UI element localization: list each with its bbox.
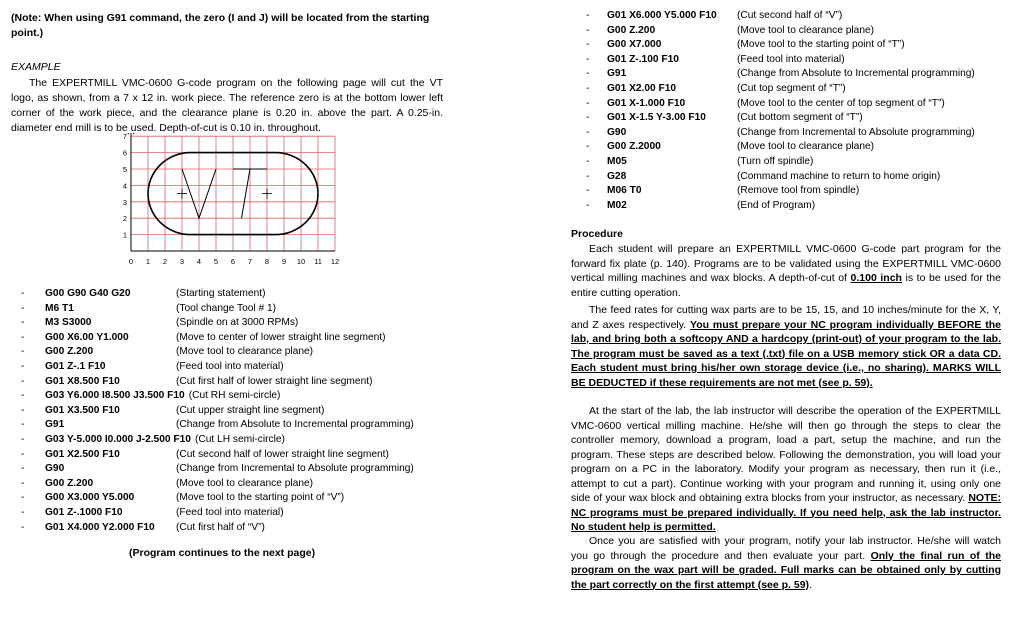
program-line	[571, 53, 1021, 68]
list-dash: -	[21, 331, 25, 343]
gcode-command: G90	[45, 463, 65, 475]
gcode-command: G00 Z.2000	[607, 141, 661, 153]
para2-text: The feed rates for cutting wax parts are to be 15, 15, and 10 inches/minute for the X, Y, and Z axes respectively.	[571, 304, 1001, 331]
list-dash: -	[586, 10, 590, 21]
program-line	[11, 418, 461, 433]
y-tick-label: 7	[122, 133, 127, 142]
gcode-command: G01 X4.000 Y2.000 F10	[45, 521, 155, 533]
gcode-comment: (Move to center of lower straight line segment)	[176, 331, 386, 343]
y-tick-label: 6	[122, 148, 127, 158]
gcode-comment: (Cut top segment of “T”)	[737, 82, 846, 94]
program-line	[11, 506, 461, 521]
gcode-comment: (End of Program)	[737, 199, 816, 211]
list-dash: -	[586, 126, 590, 138]
list-dash: -	[586, 199, 590, 211]
list-dash: -	[21, 375, 25, 387]
gcode-comment: (Starting statement)	[176, 288, 266, 299]
gcode-comment: (Cut bottom segment of “T”)	[737, 112, 863, 124]
y-tick-label: 5	[122, 165, 127, 174]
list-dash: -	[21, 433, 25, 445]
gcode-command: G01 Z-.1000 F10	[45, 506, 123, 518]
x-tick-label: 9	[281, 257, 287, 266]
list-dash: -	[586, 68, 590, 80]
gcode-command: M06 T0	[607, 185, 642, 197]
x-tick-label: 12	[330, 257, 339, 266]
list-dash: -	[586, 185, 590, 197]
gcode-comment: (Cut RH semi-circle)	[188, 390, 281, 402]
list-dash: -	[21, 448, 25, 460]
list-dash: -	[21, 506, 25, 518]
gcode-command: M3 S3000	[45, 317, 92, 329]
list-dash: -	[21, 521, 25, 533]
gcode-command: G91	[607, 68, 627, 80]
list-dash: -	[21, 288, 25, 299]
gcode-command: G90	[607, 126, 627, 138]
list-dash: -	[586, 170, 590, 182]
program-line	[571, 155, 1021, 170]
list-dash: -	[21, 492, 25, 504]
gcode-comment: (Move tool to the starting point of “T”)	[737, 39, 905, 51]
x-tick-label: 2	[162, 257, 168, 266]
y-tick-label: 2	[122, 214, 127, 224]
gcode-comment: (Change from Absolute to Incremental programming)	[176, 419, 414, 431]
gcode-comment: (Move tool to the starting point of “V”)	[176, 492, 345, 504]
program-line	[571, 170, 1021, 185]
gcode-command: G01 X2.00 F10	[607, 82, 677, 94]
x-tick-label: 11	[314, 257, 322, 266]
letter-t-stem	[242, 169, 251, 218]
list-dash: -	[586, 24, 590, 36]
gcode-command: G91	[45, 419, 65, 431]
gcode-comment: (Spindle on at 3000 RPMs)	[176, 317, 299, 329]
gcode-comment: (Tool change Tool # 1)	[176, 302, 277, 314]
program-line	[571, 24, 1021, 39]
gcode-comment: (Cut first half of “V”)	[176, 521, 265, 533]
program-line	[571, 184, 1021, 199]
procedure-paragraph-3	[571, 404, 1001, 535]
gcode-comment: (Cut first half of lower straight line segment)	[176, 375, 373, 387]
program-line	[11, 404, 461, 419]
x-tick-label: 3	[179, 257, 185, 266]
program-line	[11, 521, 461, 536]
program-line	[571, 126, 1021, 141]
gcode-command: G01 X3.500 F10	[45, 404, 120, 416]
x-tick-label: 7	[247, 257, 253, 266]
gcode-comment: (Move tool to the center of top segment of “T”)	[737, 97, 945, 109]
gcode-command: G00 Z.200	[45, 477, 94, 489]
gcode-comment: (Move tool to clearance plane)	[176, 477, 314, 489]
list-dash: -	[21, 346, 25, 358]
gcode-comment: (Feed tool into material)	[176, 506, 284, 518]
gcode-command: G03 Y-5.000 I0.000 J-2.500 F10	[45, 433, 191, 445]
gcode-command: M6 T1	[45, 302, 74, 314]
program-listing-part1	[11, 287, 461, 535]
x-tick-label: 0	[128, 257, 134, 266]
vt-logo-grid-figure	[114, 133, 339, 273]
program-line	[11, 375, 461, 390]
list-dash: -	[586, 97, 590, 109]
gcode-command: M02	[607, 199, 627, 211]
list-dash: -	[21, 317, 25, 329]
y-tick-label: 4	[122, 181, 127, 191]
list-dash: -	[21, 390, 25, 402]
x-tick-labels	[129, 257, 339, 266]
gcode-command: G00 Z.200	[607, 24, 656, 36]
program-line	[571, 111, 1021, 126]
program-line	[11, 331, 461, 346]
list-dash: -	[21, 302, 25, 314]
x-tick-label: 6	[230, 257, 236, 266]
list-dash: -	[586, 82, 590, 94]
y-tick-label: 1	[122, 230, 127, 240]
x-tick-label: 4	[196, 257, 202, 266]
list-dash: -	[586, 39, 590, 51]
program-line	[571, 67, 1021, 82]
x-tick-label: 10	[296, 257, 306, 266]
para1-text-end: is to be used for the entire cutting operation.	[571, 272, 1001, 299]
program-line	[11, 448, 461, 463]
gcode-command: G01 X6.000 Y5.000 F10	[607, 10, 717, 21]
program-line	[11, 345, 461, 360]
x-tick-label: 5	[213, 257, 219, 266]
gcode-comment: (Change from Absolute to Incremental programming)	[737, 68, 975, 80]
gcode-command: G00 X6.00 Y1.000	[45, 331, 129, 343]
program-line	[11, 360, 461, 375]
y-tick-label: 3	[122, 197, 127, 207]
program-line	[11, 316, 461, 331]
list-dash: -	[21, 463, 25, 475]
program-line	[571, 82, 1021, 97]
list-dash: -	[21, 360, 25, 372]
example-heading: EXAMPLE	[11, 61, 61, 73]
gcode-command: M05	[607, 155, 627, 167]
program-line	[11, 287, 461, 302]
para2-requirements: You must prepare your NC program individually BEFORE the lab, and bring both a softcopy AND a hardcopy (print-out) of your program to the lab. The program must be saved as a text (.txt) file on a USB memory stick OR a data CD. Each student must bring his/her own storage device (i.e., no sharing). MARKS WILL BE DEDUCTED if these requirements are not met (see p. 59).	[571, 318, 1001, 389]
list-dash: -	[586, 141, 590, 153]
procedure-paragraph-2	[571, 303, 1001, 390]
para1-text: Each student will prepare an EXPERTMILL VMC-0600 G-code part program for the forward fix plate (p. 140). Programs are to be validated using the EXPERTMILL VMC-0600 vertical milling machines and wax blocks. A depth-of-cut of	[571, 243, 1001, 284]
para3-text: At the start of the lab, the lab instructor will describe the operation of the EXPERTMILL VMC-0600 vertical milling machine. He/she will then go through the steps to clear the controller memory, download a program, load a part, setup the machine, and run the program. These steps are described below. Following the demonstration, you will load your program on a PC in the laboratory. Modify your program as necessary, then run it (i.e., attempt to cut a part). Continue working with your program and running it, using only one side of your wax block and obtaining extra blocks from your instructor, as necessary.	[571, 405, 1001, 504]
gcode-command: G00 G90 G40 G20	[45, 288, 131, 299]
program-line	[571, 199, 1021, 214]
gcode-command: G00 X3.000 Y5.000	[45, 492, 135, 504]
para4-grading: Only the final run of the program on the wax part will be graded. Full marks can be obtained only by cutting the part correctly on the first attempt (see p. 59)	[571, 549, 1001, 591]
para4-end: .	[809, 578, 812, 591]
gcode-comment: (Cut LH semi-circle)	[194, 433, 285, 445]
list-dash: -	[586, 53, 590, 65]
program-line	[11, 302, 461, 317]
para1-depth: 0.100 inch	[850, 272, 902, 284]
list-dash: -	[21, 404, 25, 416]
gcode-comment: (Cut upper straight line segment)	[176, 404, 325, 416]
gcode-comment: (Turn off spindle)	[737, 155, 814, 167]
gcode-command: G01 X-1.5 Y-3.00 F10	[607, 112, 706, 124]
gcode-comment: (Remove tool from spindle)	[737, 185, 860, 197]
gcode-comment: (Command machine to return to home origin)	[737, 170, 941, 182]
gcode-command: G03 Y6.000 I8.500 J3.500 F10	[45, 390, 185, 402]
gcode-comment: (Move tool to clearance plane)	[737, 24, 875, 36]
program-line	[571, 9, 1021, 24]
gcode-command: G28	[607, 170, 627, 182]
gcode-comment: (Cut second half of “V”)	[737, 10, 843, 21]
procedure-heading: Procedure	[571, 228, 623, 240]
para3-note: NOTE: NC programs must be prepared individually. If you need help, ask the lab instructor. No student help is permitted.	[571, 492, 1001, 533]
g91-note: (Note: When using G91 command, the zero (I and J) will be located from the starting point.)	[11, 12, 430, 39]
gcode-command: G01 X8.500 F10	[45, 375, 120, 387]
program-line	[571, 97, 1021, 112]
program-continues-note: (Program continues to the next page)	[129, 547, 316, 559]
program-line	[571, 140, 1021, 155]
gcode-comment: (Move tool to clearance plane)	[176, 346, 314, 358]
gcode-comment: (Feed tool into material)	[737, 53, 845, 65]
gcode-comment: (Change from Incremental to Absolute programming)	[176, 463, 414, 475]
x-tick-label: 1	[145, 257, 151, 266]
gcode-comment: (Move tool to clearance plane)	[737, 141, 875, 153]
list-dash: -	[21, 419, 25, 431]
gcode-command: G01 X-1.000 F10	[607, 97, 686, 109]
para4-text: Once you are satisfied with your program, notify your lab instructor. He/she will watch you go through the procedure and then evaluate your part.	[571, 535, 1001, 562]
list-dash: -	[586, 112, 590, 124]
gcode-comment: (Cut second half of lower straight line segment)	[176, 448, 389, 460]
program-line	[11, 477, 461, 492]
x-tick-label: 8	[264, 257, 270, 266]
program-line	[11, 389, 461, 404]
program-line	[11, 462, 461, 477]
gcode-command: G01 Z-.100 F10	[607, 53, 679, 65]
program-line	[11, 433, 461, 448]
program-line	[571, 38, 1021, 53]
list-dash: -	[586, 155, 590, 167]
list-dash: -	[21, 477, 25, 489]
gcode-comment: (Change from Incremental to Absolute programming)	[737, 126, 975, 138]
grid-lines	[131, 136, 335, 251]
gcode-comment: (Feed tool into material)	[176, 360, 284, 372]
procedure-paragraph-1	[571, 242, 1001, 300]
gcode-command: G00 X7.000	[607, 39, 662, 51]
gcode-command: G01 X2.500 F10	[45, 448, 120, 460]
procedure-paragraph-4	[571, 534, 1001, 592]
program-line	[11, 491, 461, 506]
axes	[128, 133, 335, 251]
program-listing-part2	[571, 9, 1021, 213]
example-paragraph: The EXPERTMILL VMC-0600 G-code program on the following page will cut the VT logo, as shown, from a 7 x 12 in. work piece. The reference zero is at the bottom lower left corner of the work piece, and the clearance plane is 0.20 in. above the part. A 0.25-in. diameter end mill is to be used. Depth-of-cut is 0.10 in. throughout.	[11, 77, 443, 134]
gcode-command: G01 Z-.1 F10	[45, 360, 106, 372]
y-tick-labels	[123, 133, 127, 240]
gcode-command: G00 Z.200	[45, 346, 94, 358]
